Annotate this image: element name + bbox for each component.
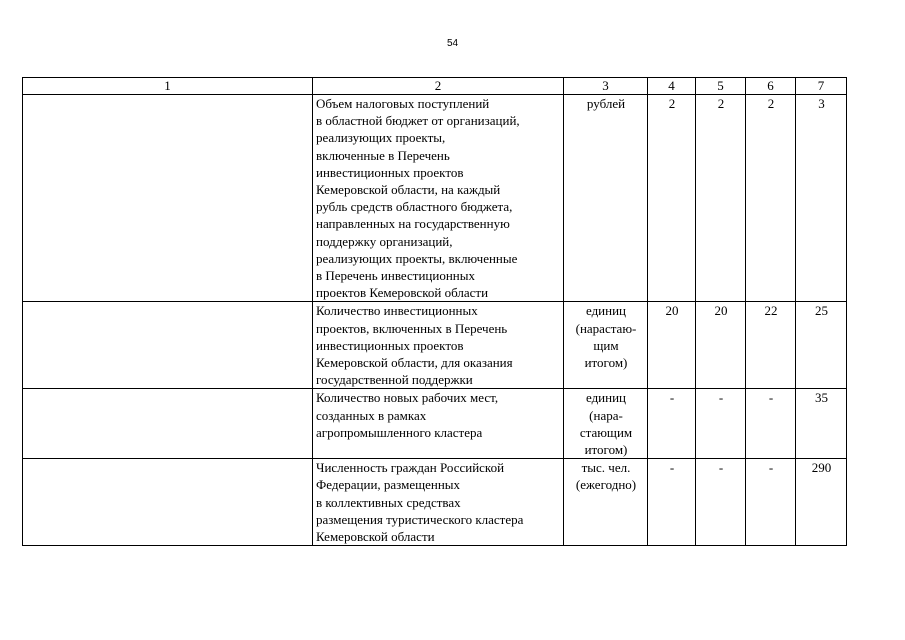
unit-line: единиц [585,303,627,319]
unit-line: единиц [585,390,627,406]
indicator-line: поддержку организаций, [316,233,453,249]
indicator-line: в коллективных средствах [316,494,461,510]
value-cell-v6: - [746,459,796,546]
indicator-cell [313,302,564,389]
indicator-line: в Перечень инвестиционных [316,268,475,284]
row-col1-cell [23,459,313,546]
header-cell-5: 5 [696,78,746,95]
value-cell-v7: 290 [796,459,847,546]
indicator-line: созданных в рамках [316,407,427,423]
value-cell-v4: - [648,459,696,546]
value-cell-v6: 2 [746,95,796,302]
table-header-row [23,78,847,95]
indicator-line: рубль средств областного бюджета, [316,199,513,215]
value-cell-v5: - [696,389,746,459]
value-cell-v4: 20 [648,302,696,389]
header-cell-3: 3 [564,78,648,95]
value-cell-v6: 22 [746,302,796,389]
indicator-line: Количество инвестиционных [316,303,478,319]
indicator-line: проектов, включенных в Перечень [316,320,508,336]
unit-line: итогом) [584,355,628,371]
header-cell-1: 1 [23,78,313,95]
indicator-line: включенные в Перечень [316,147,450,163]
indicator-line: Объем налоговых поступлений [316,96,490,111]
indicator-line: направленных на государственную [316,216,510,232]
indicator-line: Федерации, размещенных [316,477,461,493]
indicator-cell [313,95,564,302]
indicator-line: размещения туристического кластера [316,511,524,527]
table-row [23,95,847,302]
row-col1-cell [23,302,313,389]
indicator-line: Кемеровской области, для оказания [316,355,513,371]
indicator-line: Численность граждан Российской [316,460,505,476]
unit-line: щим [593,337,619,353]
unit-line: (нара- [589,407,623,423]
row-col1-cell [23,95,313,302]
indicator-line: Количество новых рабочих мест, [316,390,499,406]
indicator-cell [313,459,564,546]
unit-cell [564,302,648,389]
indicator-line: реализующих проекты, включенные [316,250,518,266]
table-row [23,302,847,389]
value-cell-v4: - [648,389,696,459]
indicator-line: государственной поддержки [316,372,473,388]
unit-cell [564,389,648,459]
value-cell-v7: 25 [796,302,847,389]
value-cell-v6: - [746,389,796,459]
unit-line: тыс. чел. [581,460,631,476]
indicator-line: Кемеровской области [316,529,435,545]
header-cell-2: 2 [313,78,564,95]
indicators-table [22,77,847,546]
indicator-cell [313,389,564,459]
header-cell-6: 6 [746,78,796,95]
indicator-line: проектов Кемеровской области [316,285,489,301]
unit-line: итогом) [584,442,628,458]
indicator-line: реализующих проекты, [316,130,446,146]
indicator-line: Кемеровской области, на каждый [316,182,501,198]
table-row [23,459,847,546]
value-cell-v7: 3 [796,95,847,302]
indicator-line: в областной бюджет от организаций, [316,113,520,129]
page-number: 54 [446,38,459,49]
value-cell-v4: 2 [648,95,696,302]
unit-line: (ежегодно) [575,477,637,493]
indicator-line: инвестиционных проектов [316,164,464,180]
table-row [23,389,847,459]
unit-cell [564,459,648,546]
indicator-line: агропромышленного кластера [316,424,483,440]
value-cell-v5: - [696,459,746,546]
value-cell-v7: 35 [796,389,847,459]
header-cell-7: 7 [796,78,847,95]
value-cell-v5: 20 [696,302,746,389]
unit-cell [564,95,648,302]
unit-line: (нарастаю- [575,320,637,336]
indicator-line: инвестиционных проектов [316,337,464,353]
value-cell-v5: 2 [696,95,746,302]
unit-line: стающим [579,424,633,440]
row-col1-cell [23,389,313,459]
unit-line: рублей [586,96,626,111]
header-cell-4: 4 [648,78,696,95]
